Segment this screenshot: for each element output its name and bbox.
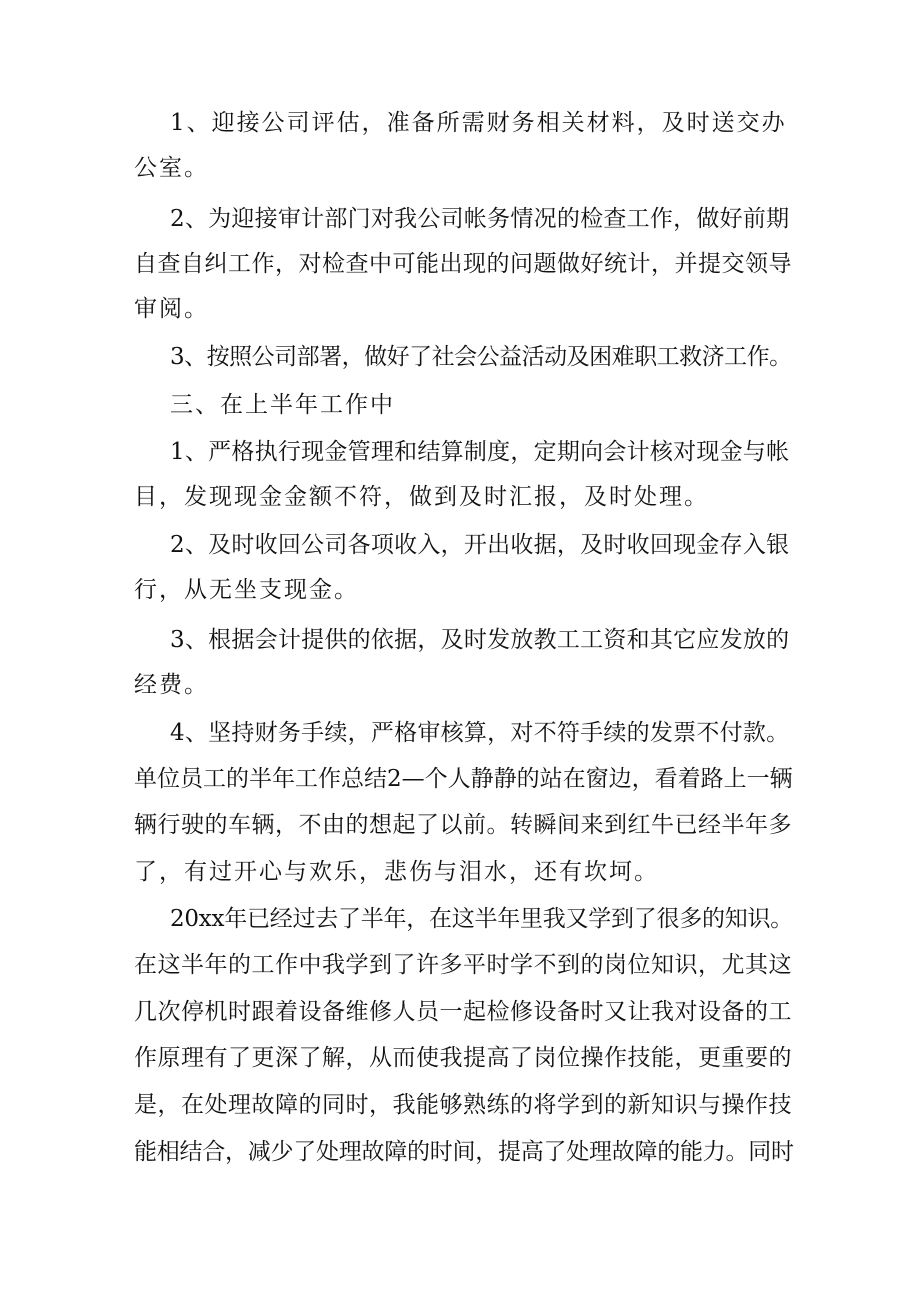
text-line: 4、坚持财务手续，严格审核算，对不符手续的发票不付款。 [170,720,790,746]
text-line: 审阅。 [134,296,209,322]
section-heading: 三、在上半年工作中 [170,392,395,418]
text-line: 20xx年已经过去了半年，在这半年里我又学到了很多的知识。 [170,906,793,932]
text-line: 经费。 [134,672,209,698]
text-line: 是，在处理故障的同时，我能够熟练的将学到的新知识与操作技 [134,1092,792,1118]
text-line: 了，有过开心与欢乐，悲伤与泪水，还有坎坷。 [134,859,659,885]
text-line: 1、严格执行现金管理和结算制度，定期向会计核对现金与帐 [170,439,790,465]
text-line: 1、迎接公司评估，准备所需财务相关材料，及时送交办 [170,110,787,136]
text-line: 在这半年的工作中我学到了许多平时学不到的岗位知识，尤其这 [134,952,792,978]
text-line: 目，发现现金金额不符，做到及时汇报，及时处理。 [134,484,709,510]
text-line: 2、及时收回公司各项收入，开出收据，及时收回现金存入银 [170,532,790,558]
text-line: 能相结合，减少了处理故障的时间，提高了处理故障的能力。同时 [134,1139,794,1165]
text-line: 行，从无坐支现金。 [134,577,359,603]
text-line: 自查自纠工作，对检查中可能出现的问题做好统计，并提交领导 [134,251,792,277]
text-line: 几次停机时跟着设备维修人员一起检修设备时又让我对设备的工 [134,999,792,1025]
text-line: 辆行驶的车辆，不由的想起了以前。转瞬间来到红牛已经半年多 [134,812,792,838]
text-line: 公室。 [134,155,209,181]
text-line: 3、根据会计提供的依据，及时发放教工工资和其它应发放的 [170,627,790,653]
text-line: 3、按照公司部署，做好了社会公益活动及困难职工救济工作。 [170,344,792,370]
text-line: 作原理有了更深了解，从而使我提高了岗位操作技能，更重要的 [134,1045,792,1071]
text-line: 单位员工的半年工作总结2—个人静静的站在窗边，看着路上一辆 [134,766,793,792]
text-line: 2、为迎接审计部门对我公司帐务情况的检查工作，做好前期 [170,206,790,232]
